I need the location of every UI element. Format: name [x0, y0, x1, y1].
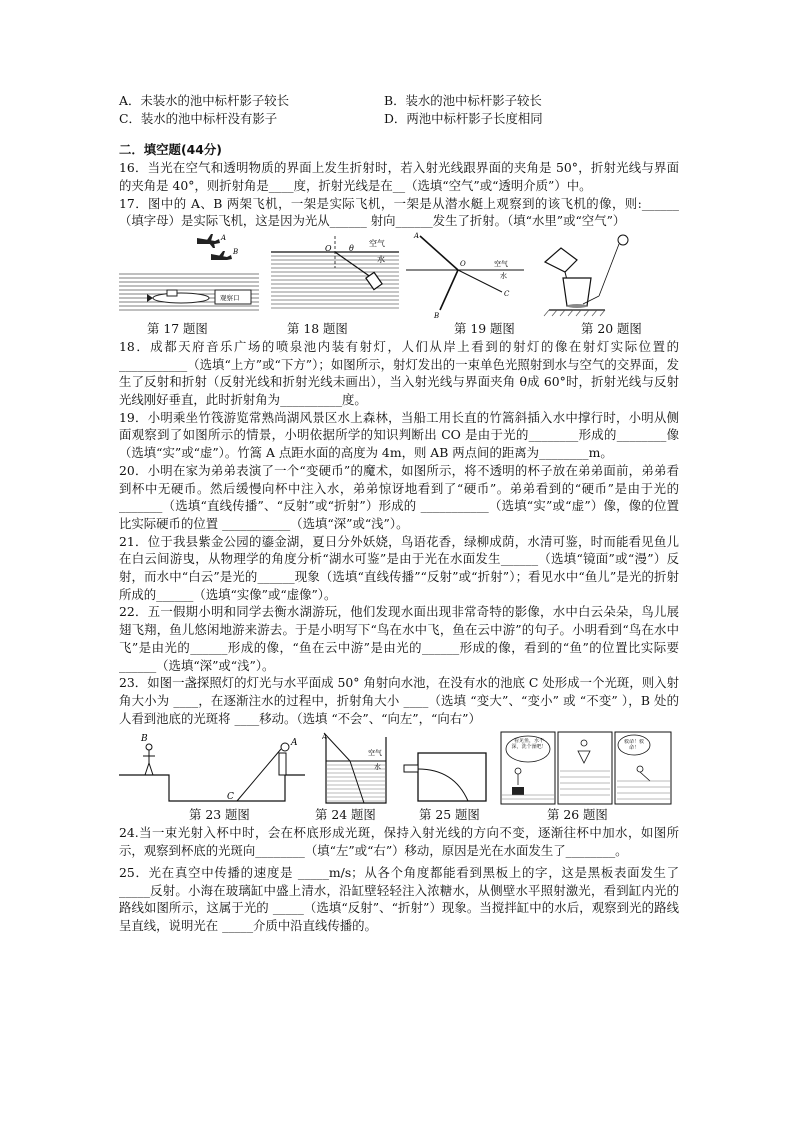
question-17: 17．图中的 A、B 两架飞机，一架是实际飞机，一架是从潜水艇上观察到的该飞机的像，则:______（填字母）是实际飞机，这是因为光从______ 射向______发生了折射。（填“水里”或“空气”） [119, 195, 679, 229]
section-title: 二．填空题(44分) [119, 142, 222, 158]
figure-label: B [434, 311, 440, 320]
figure-label: 空气 [368, 749, 382, 758]
figure-row-2 [119, 731, 679, 806]
figure-label: 观察口 [220, 293, 240, 302]
figure-label: A [221, 233, 227, 242]
figure-18 [271, 232, 399, 320]
captions-row-1 [119, 320, 679, 338]
option-a: A．未装水的池中标杆影子较长 [119, 93, 290, 108]
figure-label: A [414, 231, 420, 240]
comic-bubble-2: 救命！救命！ [623, 739, 644, 752]
caption-fig-25: 第 25 题图 [419, 807, 480, 823]
figure-label: 水 [377, 254, 385, 264]
captions-row-2 [119, 806, 679, 824]
option-c: C．装水的池中标杆没有影子 [119, 110, 278, 126]
question-18: 18．成都天府音乐广场的喷泉池内装有射灯，人们从岸上看到的射灯的像在射灯实际位置的___________（选填“上方”或“下方”）；如图所示，射灯发出的一束单色光照射到水与空气的交界面，发生了反射和折射（反射光线和折射光线未画出），当入射光线与界面夹角 θ成 60°时，折射光线与反射光线刚好垂直，此时折射角为__________度。 [119, 338, 679, 408]
caption-fig-26: 第 26 题图 [547, 807, 608, 823]
figure-label: B [233, 247, 239, 256]
figure-label: C [227, 792, 234, 803]
question-21: 21．位于我县紫金公园的鎏金湖，夏日分外妖娆，鸟语花香，绿柳成荫，水清可鉴，时而能看见鱼儿在白云间游曳，从物理学的角度分析“湖水可鉴”是由于光在水面发生______（选填“镜面”或“漫”）反射，而水中“白云”是光的______现象（选填“直线传播”“反射”或“折射”）；看见水中“鱼儿”是光的折射所成的______（选填“实像”或“虚像”）。 [119, 533, 679, 602]
question-25: 25．光在真空中传播的速度是 _____m/s；从各个角度都能看到黑板上的字，这是黑板表面发生了 _____反射。小海在玻璃缸中盛上清水，沿缸壁轻轻注入浓糖水，从侧壁水平照射激光，看到缸内光的路线如图所示，这属于光的 _____（选填“反射”、“折射”）现象。当搅拌缸中的水后，观察到光的路线呈直线，说明光在 _____介质中沿直线传播的。 [119, 864, 679, 933]
option-b: B．装水的池中标杆影子较长 [384, 93, 542, 108]
figure-label: 空气 [494, 259, 508, 268]
question-16: 16．当光在空气和透明物质的界面上发生折射时，若入射光线跟界面的夹角是 50°，折射光线与界面的夹角是 40°，则折射角是____度，折射光线是在__（选填“空气”或“透明介质”）中。 [119, 160, 679, 193]
comic-bubble-1: 看见鱼，水不深，洗个澡吧！ [511, 738, 547, 751]
figure-24 [322, 731, 392, 806]
caption-fig-24: 第 24 题图 [315, 807, 376, 823]
figure-label: 水 [500, 271, 507, 280]
figure-25 [402, 731, 490, 806]
worksheet-page [119, 92, 679, 935]
caption-fig-20: 第 20 题图 [581, 320, 642, 336]
figure-20 [539, 232, 639, 320]
figure-label: C [504, 289, 510, 298]
caption-fig-17: 第 17 题图 [147, 320, 208, 336]
figure-label: O [325, 243, 332, 253]
caption-fig-19: 第 19 题图 [454, 320, 515, 336]
question-24: 24.当一束光射入杯中时，会在杯底形成光斑，保持入射光线的方向不变，逐渐往杯中加水，如图所示，观察到杯底的光斑向________（填“左”或“右”）移动，原因是光在水面发生了________。 [119, 825, 679, 859]
figure-label: B [141, 734, 148, 745]
question-20: 20．小明在家为弟弟表演了一个“变硬币”的魔术，如图所示，将不透明的杯子放在弟弟面前，弟弟看到杯中无硬币。然后缓慢向杯中注入水，弟弟惊讶地看到了“硬币”。弟弟看到的“硬币”是由于光的 _______（选填“直线传播”、“反射”或“折射”）形成的 ___________（选填“实”或“虚”）像，像的位置比实际硬币的位置 ___________（选填“深”或“浅”）。 [119, 462, 679, 531]
figure-label: O [460, 259, 466, 268]
question-22: 22．五一假期小明和同学去衡水湖游玩，他们发现水面出现非常奇特的影像，水中白云朵朵，鸟儿展翅飞翔，鱼儿悠闲地游来游去。于是小明写下“鸟在水中飞，鱼在云中游”的句子。小明看到“鸟在水中飞”是由光的______形成的像，“鱼在云中游”是由光的______形成的像，看到的“鱼”的位置比实际要______（选填“深”或“浅”）。 [119, 604, 679, 673]
figure-label: A [291, 738, 298, 749]
figure-label: θ [349, 243, 354, 253]
caption-fig-18: 第 18 题图 [287, 320, 348, 336]
figure-label: 空气 [369, 238, 385, 248]
caption-fig-23: 第 23 题图 [189, 807, 250, 823]
question-23: 23．如图一盏探照灯的灯光与水平面成 50° 角射向水池，在没有水的池底 C 处形成一个光斑，则入射角大小为 ____，在逐渐注水的过程中，折射角大小 ____（选填 “变大”、“变小” 或 “不变” ），B 处的人看到池底的光斑将 ____移动。（选填 “不会”、“向左”，“向右”） [119, 675, 679, 726]
figure-17 [119, 232, 259, 320]
figure-row-1 [119, 232, 679, 320]
figure-23 [119, 731, 305, 806]
figure-label: A [322, 733, 328, 742]
figure-label: 水 [374, 763, 381, 772]
option-d: D．两池中标杆影子长度相同 [384, 110, 543, 126]
figure-19 [406, 232, 524, 320]
answer-options [119, 92, 679, 127]
question-19: 19．小明乘坐竹筏游览常熟尚湖风景区水上森林，当船工用长直的竹篙斜插入水中撑行时，小明从侧面观察到了如图所示的情景，小明依据所学的知识判断出 CO 是由于光的________形成的________像（选填“实”或“虚”）。竹篙 A 点距水面的高度为 4m，则 AB 两点间的距离为________m。 [119, 409, 679, 461]
figure-26 [500, 731, 672, 806]
